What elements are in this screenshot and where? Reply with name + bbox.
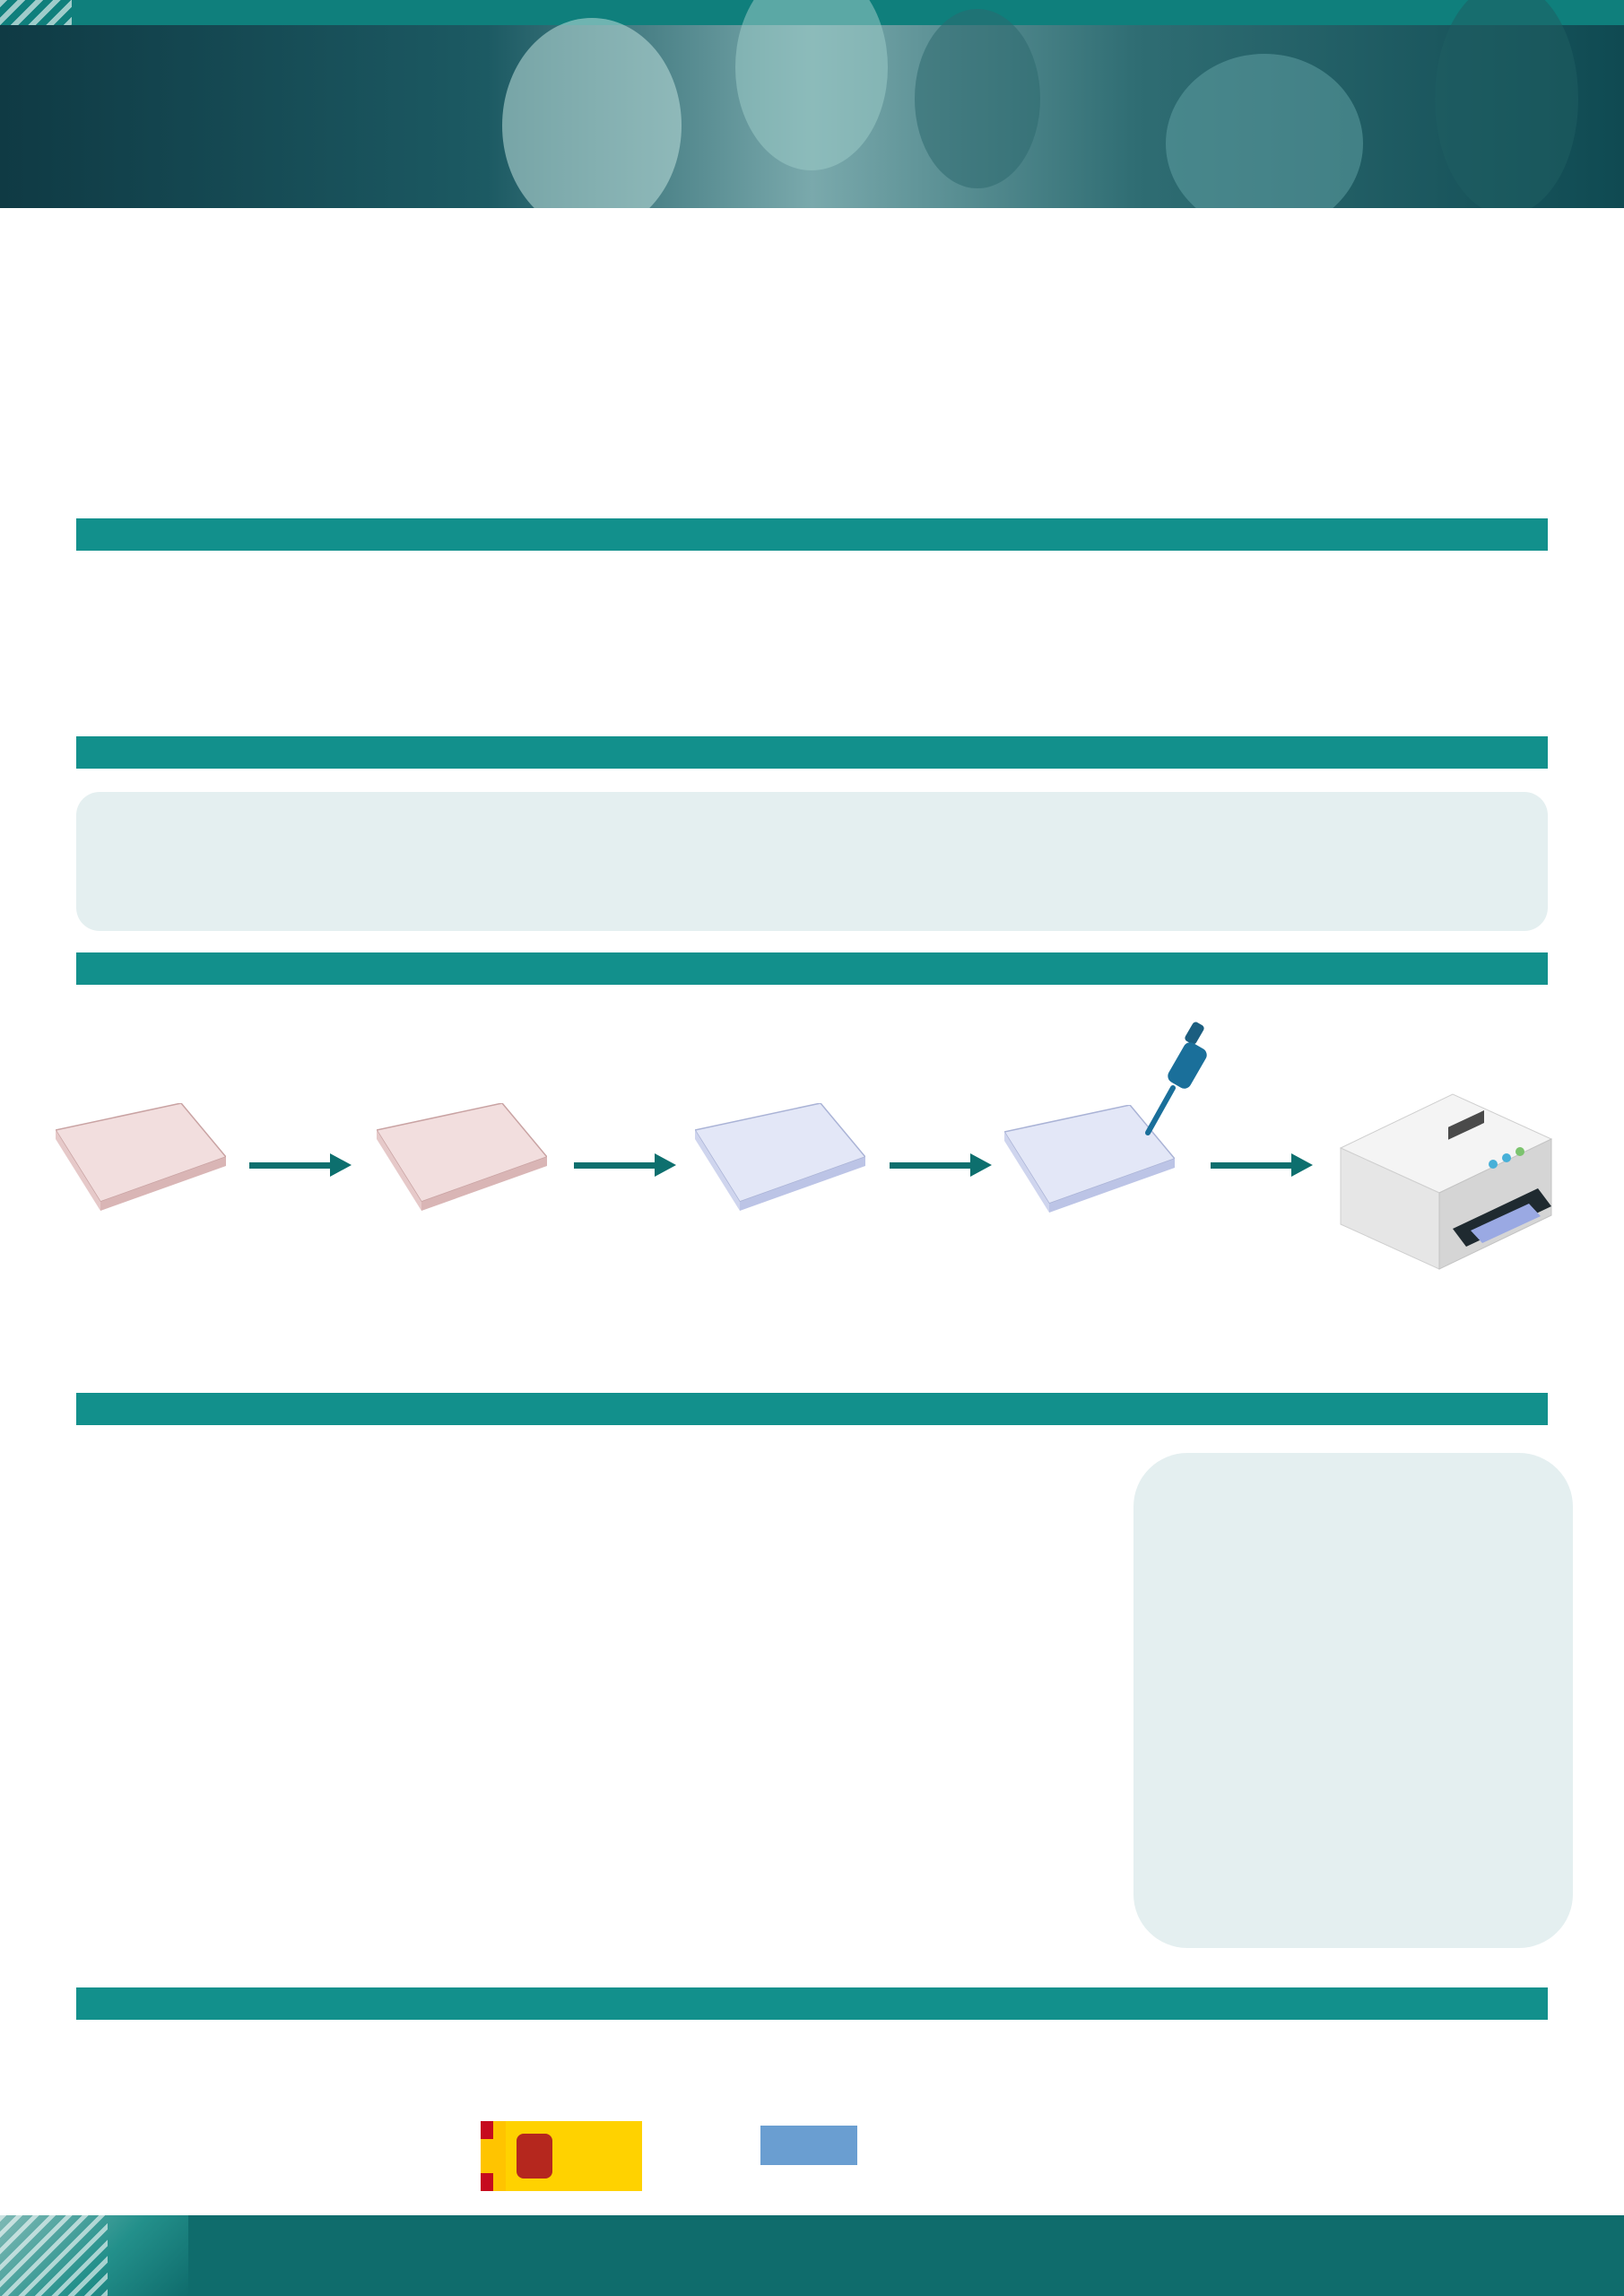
section-results: [76, 1393, 1548, 1425]
section-introduction: [76, 518, 1548, 551]
results-summary-box: [1133, 1453, 1573, 1948]
section-methods: [76, 952, 1548, 985]
footer: [0, 2215, 1624, 2296]
footer-stripes: [0, 2215, 188, 2296]
leakage-chart: [583, 1444, 1121, 1951]
section-objective: [76, 736, 1548, 769]
arrow-icon: [574, 1162, 656, 1169]
ministerio-logo: [481, 2121, 642, 2191]
arrow-icon: [249, 1162, 332, 1169]
section-conclusions: [76, 1987, 1548, 2020]
results-summary-text: [1151, 1484, 1555, 1513]
sfr-logo: [979, 2118, 1123, 2196]
objective-box: [76, 792, 1548, 931]
blue-well-plate-icon: [695, 1103, 865, 1211]
mitochondrial-activity-chart: [45, 1444, 601, 1951]
arrow-icon: [890, 1162, 972, 1169]
pipette-icon: [1139, 1018, 1238, 1139]
header-banner: [0, 0, 1624, 208]
red-well-plate-icon: [56, 1103, 226, 1211]
plate-reader-icon: [1336, 1085, 1556, 1274]
cdti-logo: [760, 2121, 868, 2193]
arrow-icon: [1211, 1162, 1293, 1169]
red-well-plate-icon: [377, 1103, 547, 1211]
